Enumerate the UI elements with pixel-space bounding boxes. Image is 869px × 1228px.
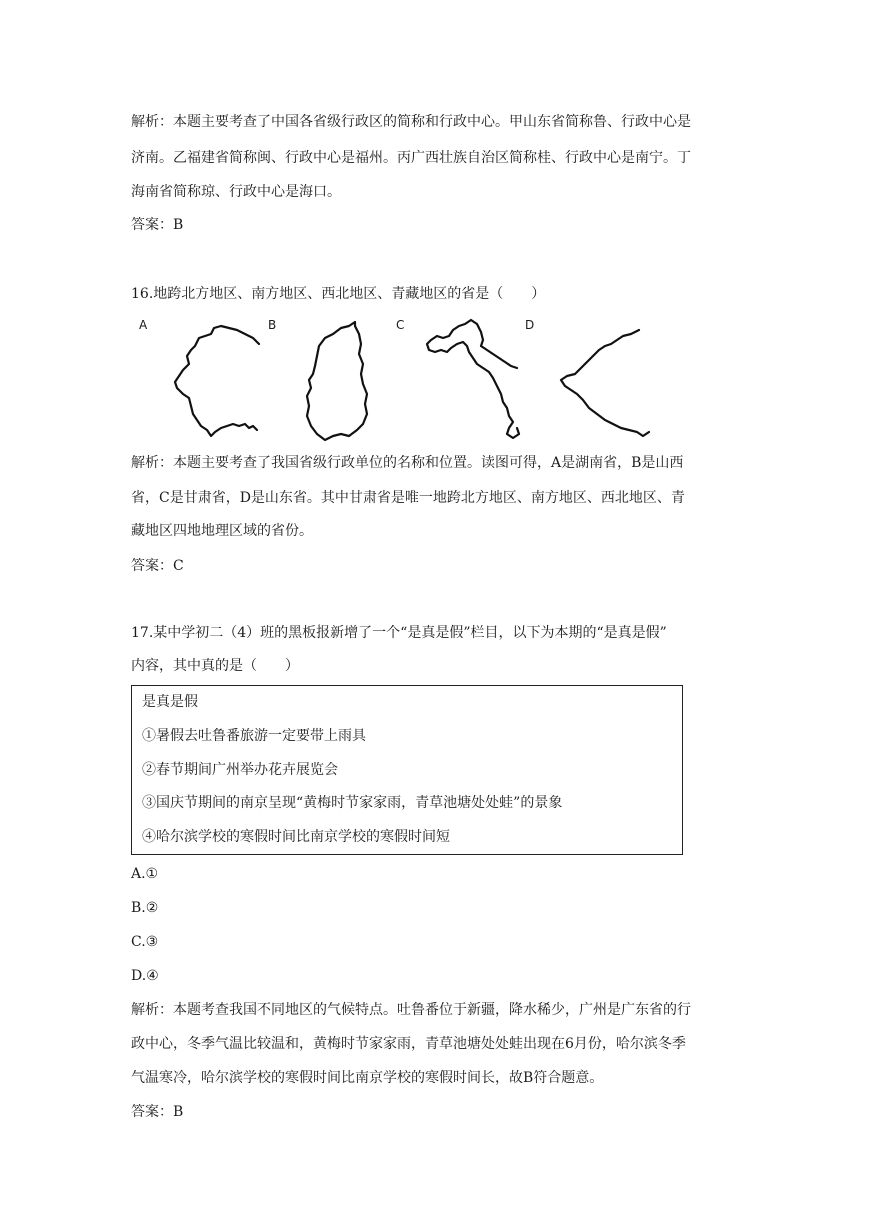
province-outlines — [131, 316, 671, 448]
q15-analysis-line-3: 海南省简称琼、行政中心是海口。 — [131, 184, 341, 200]
box-item-4: ④哈尔滨学校的寒假时间比南京学校的寒假时间短 — [142, 829, 450, 845]
true-false-box — [131, 685, 683, 855]
q16-analysis-line-1: 解析：本题主要考查了我国省级行政单位的名称和位置。读图可得，A是湖南省，B是山西 — [131, 455, 684, 471]
outline-hunan — [175, 326, 259, 436]
q17-question-line-2: 内容，其中真的是（ ） — [131, 658, 299, 674]
box-item-1: ①暑假去吐鲁番旅游一定要带上雨具 — [142, 728, 366, 744]
outline-shandong — [561, 330, 649, 436]
outline-shanxi — [307, 322, 367, 440]
q17-question-line-1: 17.某中学初二（4）班的黑板报新增了一个“是真是假”栏目，以下为本期的“是真是假” — [131, 625, 667, 641]
option-a: A.① — [131, 866, 159, 882]
label-d: D — [525, 318, 535, 332]
label-a: A — [139, 318, 148, 332]
option-d: D.④ — [131, 968, 159, 984]
q17-analysis-line-2: 政中心，冬季气温比较温和，黄梅时节家家雨，青草池塘处处蛙出现在6月份，哈尔滨冬季 — [131, 1036, 686, 1052]
label-b: B — [268, 318, 277, 332]
q17-analysis-line-1: 解析：本题考查我国不同地区的气候特点。吐鲁番位于新疆，降水稀少，广州是广东省的行 — [131, 1002, 691, 1018]
label-c: C — [396, 318, 405, 332]
q17-analysis-line-3: 气温寒冷，哈尔滨学校的寒假时间比南京学校的寒假时间长，故B符合题意。 — [131, 1070, 604, 1086]
box-item-3: ③国庆节期间的南京呈现“黄梅时节家家雨，青草池塘处处蛙”的景象 — [142, 795, 563, 811]
q15-answer: 答案：B — [131, 217, 184, 233]
q16-analysis-line-3: 藏地区四地地理区域的省份。 — [131, 523, 313, 539]
box-title: 是真是假 — [142, 694, 198, 710]
option-b: B.② — [131, 900, 159, 916]
q16-answer: 答案：C — [131, 558, 184, 574]
q15-analysis-line-1: 解析：本题主要考查了中国各省级行政区的简称和行政中心。甲山东省简称鲁、行政中心是 — [131, 114, 691, 130]
outline-gansu — [427, 320, 519, 438]
box-item-2: ②春节期间广州举办花卉展览会 — [142, 762, 338, 778]
province-outline-figure — [131, 316, 671, 448]
q16-question: 16.地跨北方地区、南方地区、西北地区、青藏地区的省是（ ） — [131, 286, 546, 302]
option-c: C.③ — [131, 934, 159, 950]
q15-analysis-line-2: 济南。乙福建省简称闽、行政中心是福州。丙广西壮族自治区简称桂、行政中心是南宁。丁 — [131, 150, 691, 166]
q17-answer: 答案：B — [131, 1104, 184, 1120]
q16-analysis-line-2: 省，C是甘肃省，D是山东省。其中甘肃省是唯一地跨北方地区、南方地区、西北地区、青 — [131, 490, 685, 506]
